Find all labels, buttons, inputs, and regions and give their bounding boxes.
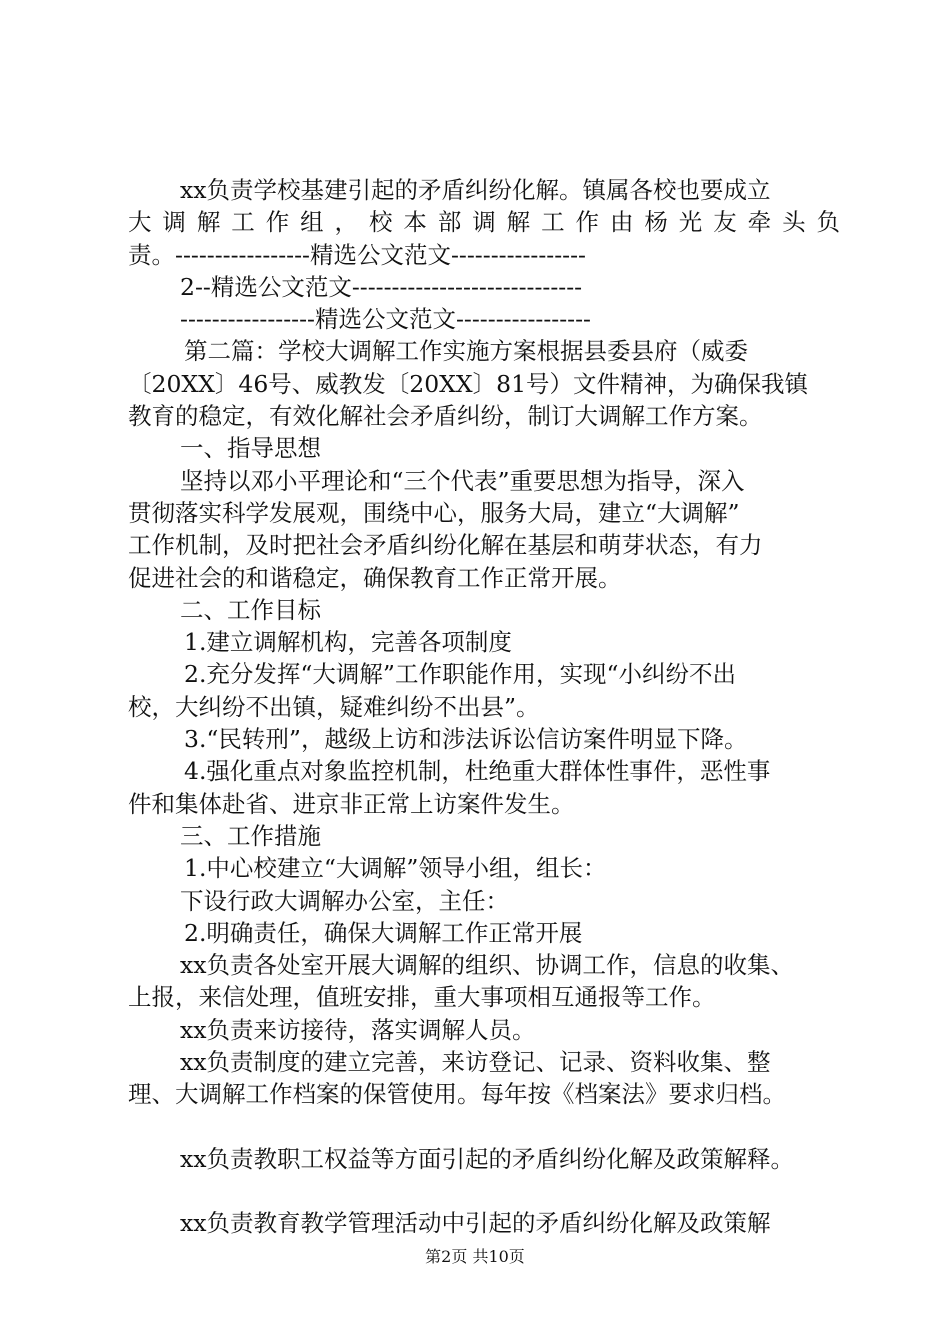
separator-line: 责。-----------------精选公文范文----------------- [128, 240, 586, 269]
list-item-continuation: 件和集体赴省、进京非正常上访案件发生。 [128, 789, 575, 818]
heading-guiding-thought: 一、指导思想 [180, 434, 321, 463]
heading-work-goals: 二、工作目标 [180, 595, 321, 624]
paragraph-line: 工作机制，及时把社会矛盾纠纷化解在基层和萌芽状态，有力 [128, 531, 763, 560]
paragraph-line: 理、大调解工作档案的保管使用。每年按《档案法》要求归档。 [128, 1080, 786, 1109]
paragraph-line: 教育的稳定，有效化解社会矛盾纠纷，制订大调解工作方案。 [128, 402, 763, 431]
heading-work-measures: 三、工作措施 [180, 821, 321, 850]
paragraph-line: xx负责各处室开展大调解的组织、协调工作，信息的收集、 [180, 951, 795, 980]
section-heading-line: 第二篇：学校大调解工作实施方案根据县委县府（威委 [184, 337, 748, 366]
paragraph-line: 大调解工作组，校本部调解工作由杨光友牵头负 [128, 208, 840, 237]
list-item: 2.明确责任，确保大调解工作正常开展 [184, 918, 583, 947]
paragraph-line: xx负责教职工权益等方面引起的矛盾纠纷化解及政策解释。 [180, 1144, 795, 1173]
paragraph-line: 下设行政大调解办公室，主任： [180, 886, 509, 915]
paragraph-line: 促进社会的和谐稳定，确保教育工作正常开展。 [128, 563, 622, 592]
blank-line [128, 1111, 840, 1143]
separator-line: -----------------精选公文范文----------------- [180, 305, 591, 334]
paragraph-line: 贯彻落实科学发展观，围绕中心，服务大局，建立“大调解” [128, 498, 740, 527]
list-item: 1.中心校建立“大调解”领导小组，组长： [184, 854, 607, 883]
page-number-footer: 第2页 共10页 [425, 1247, 525, 1266]
paragraph-line: xx负责来访接待，落实调解人员。 [180, 1015, 536, 1044]
list-item: 2.充分发挥“大调解”工作职能作用，实现“小纠纷不出 [184, 660, 736, 689]
list-item: 3.“民转刑”，越级上访和涉法诉讼信访案件明显下降。 [184, 725, 748, 754]
list-item-continuation: 校，大纠纷不出镇，疑难纠纷不出县”。 [128, 692, 540, 721]
paragraph-line: 上报，来信处理，值班安排，重大事项相互通报等工作。 [128, 983, 716, 1012]
paragraph-line: xx负责教育教学管理活动中引起的矛盾纠纷化解及政策解 [180, 1208, 771, 1237]
blank-line [128, 1175, 840, 1207]
body-text [128, 174, 840, 1239]
list-item: 4.强化重点对象监控机制，杜绝重大群体性事件，恶性事 [184, 757, 771, 786]
paragraph-line: 坚持以邓小平理论和“三个代表”重要思想为指导，深入 [180, 466, 745, 495]
list-item: 1.建立调解机构，完善各项制度 [184, 628, 512, 657]
paragraph-line: 〔20XX〕46号、威教发〔20XX〕81号）文件精神，为确保我镇 [128, 369, 809, 398]
paragraph-line: xx负责制度的建立完善，来访登记、记录、资料收集、整 [180, 1048, 771, 1077]
paragraph-line: xx负责学校基建引起的矛盾纠纷化解。镇属各校也要成立 [180, 176, 771, 204]
separator-line: 2--精选公文范文----------------------------- [180, 272, 583, 301]
